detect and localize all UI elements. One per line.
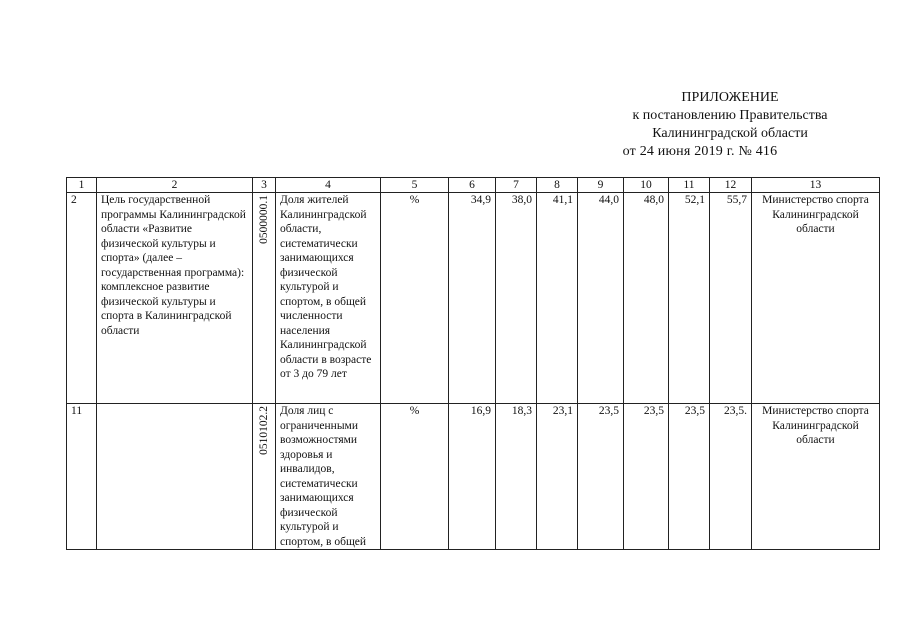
indicator-cell: Доля жителей Калининградской области, систематически занимающихся физической культурой и спортом, в общей численности населения Калининградской области в возрасте от 3 до 79 лет [276,193,381,404]
column-header: 1 [67,178,97,193]
row-number: 2 [67,193,97,404]
responsible-cell: Министерство спорта Калининградской области [752,193,880,404]
value-cell: 52,1 [669,193,710,404]
table-row [67,193,880,404]
responsible-cell: Министерство спорта Калининградской области [752,404,880,550]
value-cell: 55,7 [710,193,752,404]
code-cell [253,193,276,404]
column-header: 13 [752,178,880,193]
column-header: 9 [578,178,624,193]
table-header-row [67,178,880,193]
column-header: 6 [449,178,496,193]
column-header: 8 [537,178,578,193]
value-cell: 38,0 [496,193,537,404]
value-cell: 44,0 [578,193,624,404]
row-number: 11 [67,404,97,550]
table-row [67,404,880,550]
goal-cell: Цель государственной программы Калининградской области «Развитие физической культуры и спорта» (далее – государственная программа): комплексное развитие физической культуры и спорта в Калининградской области [97,193,253,404]
column-header: 3 [253,178,276,193]
unit-cell: % [381,404,449,550]
column-header: 2 [97,178,253,193]
value-cell: 23,1 [537,404,578,550]
document-header [560,89,900,161]
column-header: 4 [276,178,381,193]
value-cell: 23,5 [669,404,710,550]
value-cell: 18,3 [496,404,537,550]
resolution-date-number: от 24 июня 2019 г. № 416 [622,144,778,159]
indicator-code: 0510102.2 [258,406,270,455]
column-header: 11 [669,178,710,193]
value-cell: 16,9 [449,404,496,550]
indicator-cell: Доля лиц с ограниченными возможностями здоровья и инвалидов, систематически занимающихся физической культурой и спортом, в общей [276,404,381,550]
column-header: 12 [710,178,752,193]
region-name: Калининградской области [652,126,808,141]
indicator-code: 0500000.1 [258,195,270,244]
column-header: 10 [624,178,669,193]
value-cell: 34,9 [449,193,496,404]
unit-cell: % [381,193,449,404]
value-cell: 23,5 [624,404,669,550]
appendix-title: ПРИЛОЖЕНИЕ [681,90,779,105]
column-header: 5 [381,178,449,193]
value-cell: 41,1 [537,193,578,404]
value-cell: 23,5 [578,404,624,550]
value-cell: 48,0 [624,193,669,404]
value-cell: 23,5. [710,404,752,550]
indicators-table [66,177,880,550]
column-header: 7 [496,178,537,193]
resolution-reference: к постановлению Правительства [632,108,828,123]
code-cell [253,404,276,550]
goal-cell [97,404,253,550]
